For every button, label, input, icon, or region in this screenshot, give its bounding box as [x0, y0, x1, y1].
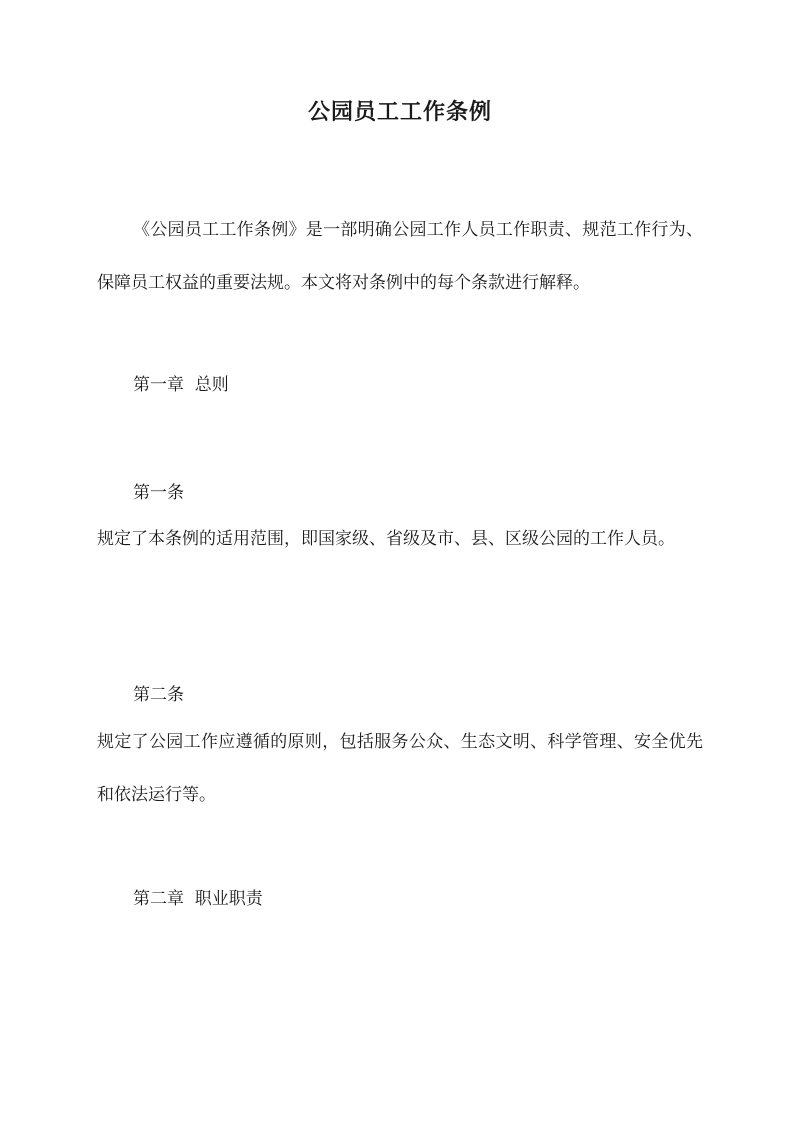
article-1-title: 第一条: [133, 483, 184, 503]
intro-paragraph: 《公园员工工作条例》是一部明确公园工作人员工作职责、规范工作行为、保障员工权益的重要法规。本文将对条例中的每个条款进行解释。: [97, 220, 703, 293]
chapter-1-heading: 第一章 总则: [133, 375, 229, 395]
article-1-body: 规定了本条例的适用范围，即国家级、省级及市、县、区级公园的工作人员。: [97, 529, 675, 549]
article-2-body: 规定了公园工作应遵循的原则，包括服务公众、生态文明、科学管理、安全优先和依法运行等。: [97, 732, 703, 805]
document-title: 公园员工工作条例: [307, 99, 492, 125]
article-2-title: 第二条: [133, 685, 184, 705]
chapter-2-heading: 第二章 职业职责: [133, 889, 263, 909]
